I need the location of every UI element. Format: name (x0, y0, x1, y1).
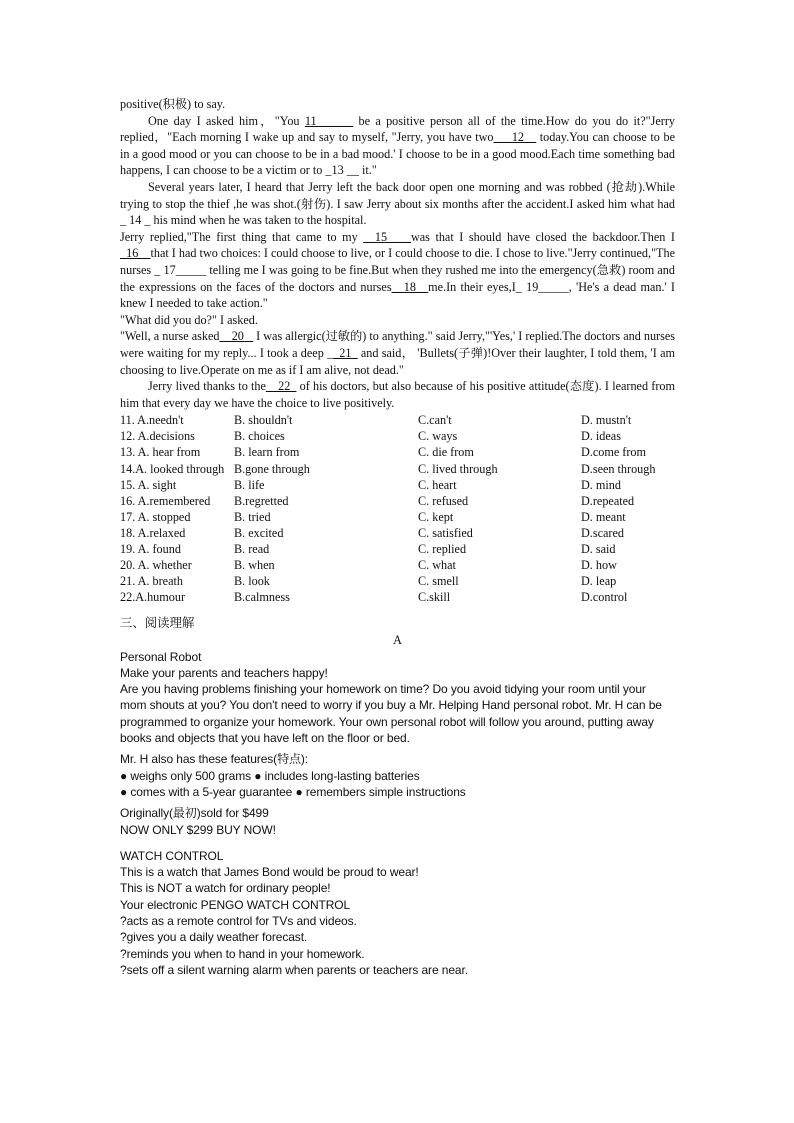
option-a: 14.A. looked through (120, 461, 225, 476)
option-c: C. heart (418, 477, 457, 492)
blank-18: __18__ (391, 279, 429, 294)
option-a: 12. A.decisions (120, 429, 195, 444)
ad-title: Personal Robot (120, 649, 202, 664)
option-row (120, 477, 675, 493)
option-b: B. life (234, 477, 265, 492)
option-row (120, 444, 675, 460)
option-b: B. read (234, 542, 270, 557)
section-heading: 三、阅读理解 (120, 616, 195, 631)
passage-text: me.In their eyes,I_ 19_____, 'He's a dead man.' I knew I needed to take action." (120, 279, 675, 311)
passage-line: positive(积极) to say. (120, 97, 226, 111)
option-d: D. said (581, 542, 616, 557)
option-row (120, 461, 675, 477)
option-d: D.come from (581, 445, 646, 460)
option-a: 13. A. hear from (120, 445, 201, 460)
option-c: C. kept (418, 509, 454, 524)
passage-line: "What did you do?" I asked. (120, 312, 258, 327)
passage-text: that I had two choices: I could choose to live, or I could choose to die. I chose to live."Jerry continued,"The nurses _ 17_____ telling me I was going to be fine.But when they rushed me into the emergency(急救) room and the expressions on the faces of the doctors and nurses (120, 246, 675, 294)
option-a: 20. A. whether (120, 558, 192, 573)
ad-personal-robot (120, 649, 675, 838)
ad-now-price: NOW ONLY $299 BUY NOW! (120, 822, 276, 837)
document-page (120, 96, 675, 978)
option-row (120, 428, 675, 444)
ad-watch-control (120, 848, 675, 978)
blank-22: __22_ (265, 379, 297, 394)
blank-15: _ 15 ___ (363, 229, 411, 244)
option-d: D. how (581, 558, 617, 573)
ad-item: ?acts as a remote control for TVs and videos. (120, 914, 357, 929)
passage-text: "Well, a nurse asked (120, 329, 220, 344)
option-row (120, 573, 675, 589)
section-letter: A (393, 633, 402, 647)
option-b: B.calmness (234, 590, 290, 605)
option-row (120, 412, 675, 428)
passage-text: Jerry lived thanks to the (148, 379, 266, 394)
passage-paragraph (120, 378, 675, 411)
option-c: C. satisfied (418, 525, 473, 540)
option-c: C.skill (418, 590, 451, 605)
ad-tagline: Make your parents and teachers happy! (120, 665, 328, 680)
option-d: D. meant (581, 509, 626, 524)
option-a: 19. A. found (120, 542, 181, 557)
blank-21: _21_ (333, 345, 358, 360)
option-d: D.seen through (581, 461, 656, 476)
option-b: B. when (234, 558, 275, 573)
passage-paragraph (120, 328, 675, 378)
blank-12: ___12__ (493, 130, 537, 145)
option-row (120, 589, 675, 605)
blank-11: 11______ (304, 113, 354, 128)
option-row (120, 525, 675, 541)
option-d: D. ideas (581, 429, 621, 444)
option-c: C. replied (418, 542, 467, 557)
option-b: B. learn from (234, 445, 300, 460)
ad-line: This is NOT a watch for ordinary people! (120, 881, 331, 896)
option-a: 16. A.remembered (120, 493, 211, 508)
ad-line: Your electronic PENGO WATCH CONTROL (120, 897, 351, 912)
option-b: B. choices (234, 429, 285, 444)
option-a: 11. A.needn't (120, 413, 184, 428)
option-b: B. tried (234, 509, 271, 524)
passage-paragraph (120, 229, 675, 312)
option-c: C. lived through (418, 461, 498, 476)
passage-text: One day I asked him，"You (148, 113, 305, 128)
option-c: C.can't (418, 413, 452, 428)
ad-original-price: Originally(最初)sold for $499 (120, 806, 269, 821)
option-b: B. excited (234, 525, 284, 540)
ad-item: ?gives you a daily weather forecast. (120, 930, 308, 945)
option-c: C. what (418, 558, 456, 573)
ad-item: ?reminds you when to hand in your homework. (120, 946, 365, 961)
passage-paragraph: Several years later, I heard that Jerry left the back door open one morning and was robbed (抢劫).While trying to stop the thief ,he was shot.(射伤). I saw Jerry about six months after the accident.I asked him what had _ 14 _ his mind when he was taken to the hospital. (120, 179, 675, 228)
option-a: 17. A. stopped (120, 509, 191, 524)
option-a: 15. A. sight (120, 477, 177, 492)
ad-feature-line: ● comes with a 5-year guarantee ● remembers simple instructions (120, 784, 466, 799)
option-d: D. mustn't (581, 413, 632, 428)
ad-line: This is a watch that James Bond would be proud to wear! (120, 865, 419, 880)
option-row (120, 541, 675, 557)
option-a: 18. A.relaxed (120, 525, 186, 540)
option-b: B. look (234, 574, 270, 589)
options-list (120, 412, 675, 605)
passage-text: today.You can choose to be in a good mood or you can choose to be in a bad mood.' I choose to be in a good mood.Each time something bad happens, I can choose to be a victim or to _13 __ it." (120, 130, 675, 178)
blank-16: _16__ (120, 246, 151, 261)
passage-paragraph (120, 113, 675, 179)
passage-text: Jerry replied,"The first thing that came to my (120, 229, 364, 244)
option-c: C. refused (418, 493, 469, 508)
option-c: C. die from (418, 445, 474, 460)
option-a: 22.A.humour (120, 590, 185, 605)
option-b: B.regretted (234, 493, 289, 508)
passage-text: was that I should have closed the backdoor.Then I (410, 229, 675, 244)
passage-text: I was allergic(过敏的) to anything." said Jerry,"'Yes,' I replied.The doctors and nurses were waiting for my reply... I took a deep _ (120, 329, 675, 360)
option-b: B.gone through (234, 461, 310, 476)
option-d: D.scared (581, 525, 624, 540)
option-d: D. leap (581, 574, 617, 589)
passage-text: of his doctors, but also because of his positive attitude(态度). I learned from him that every day we have the choice to live positively. (120, 379, 675, 410)
option-d: D.control (581, 590, 628, 605)
option-row (120, 509, 675, 525)
ad-body: Are you having problems finishing your homework on time? Do you avoid tidying your room until your mom shouts at you? You don't need to worry if you buy a Mr. Helping Hand personal robot. Mr. H can be programmed to organize your homework. Your own personal robot will follow you around, putting away books and objects that you have left on the floor or bed. (120, 682, 662, 746)
option-b: B. shouldn't (234, 413, 293, 428)
option-d: D.repeated (581, 493, 635, 508)
passage-text: and said， 'Bullets(子弹)!Over their laughter, I told them, 'I am choosing to live.Operate on me as if I am alive, not dead." (120, 345, 675, 377)
option-c: C. ways (418, 429, 458, 444)
option-a: 21. A. breath (120, 574, 183, 589)
option-row (120, 557, 675, 573)
option-row (120, 493, 675, 509)
option-c: C. smell (418, 574, 459, 589)
blank-20: __20 _ (219, 329, 254, 344)
option-d: D. mind (581, 477, 621, 492)
ad-title: WATCH CONTROL (120, 848, 224, 863)
ad-feature-line: ● weighs only 500 grams ● includes long-lasting batteries (120, 768, 420, 783)
passage-text: be a positive person all of the time.How do you do it?"Jerry replied，"Each morning I wake up and say to myself, "Jerry, you have two (120, 113, 675, 145)
ad-features-intro: Mr. H also has these features(特点): (120, 752, 309, 767)
ad-item: ?sets off a silent warning alarm when parents or teachers are near. (120, 962, 468, 977)
